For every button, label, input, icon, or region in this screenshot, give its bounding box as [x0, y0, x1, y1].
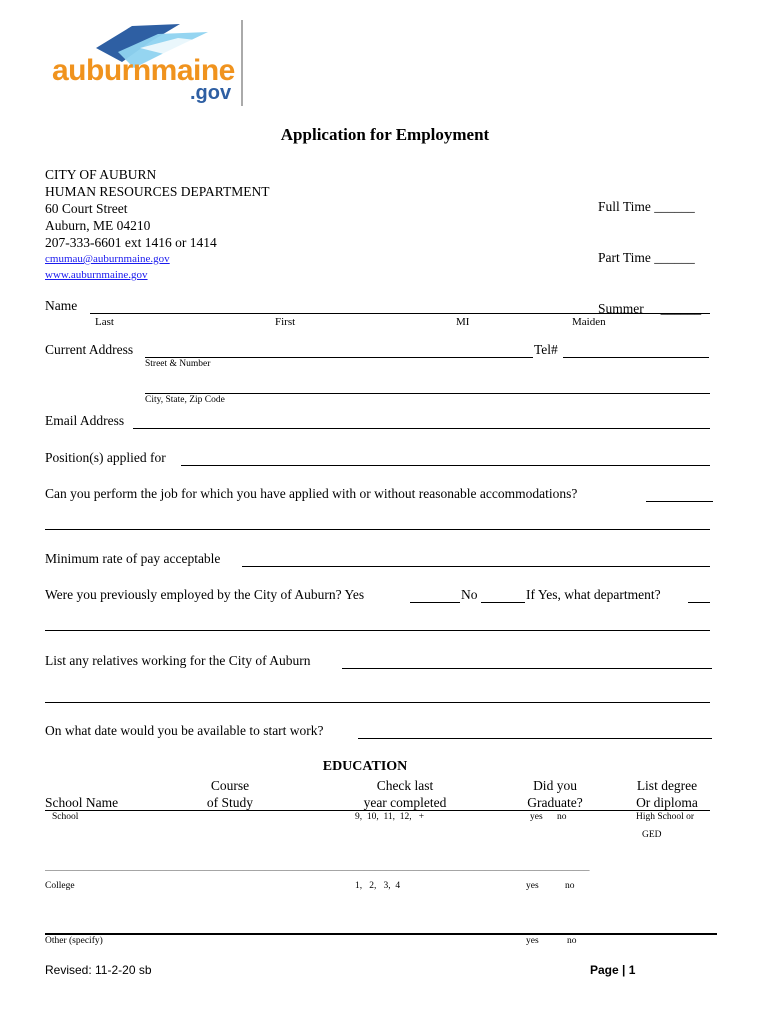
street-hint: Street & Number: [145, 359, 211, 369]
phone-number: 207-333-6601 ext 1416 or 1414: [45, 235, 217, 250]
edu-row-college-no[interactable]: no: [565, 881, 575, 891]
col-course: Course of Study: [206, 778, 254, 810]
col-graduate: Did you Graduate?: [527, 778, 583, 810]
relatives-field[interactable]: [342, 668, 712, 669]
street-field[interactable]: [145, 357, 533, 358]
page-title: Application for Employment: [280, 125, 490, 144]
previous-dept-field-2[interactable]: [45, 630, 710, 631]
summer-field[interactable]: Summer ______: [598, 301, 702, 316]
name-label: Name: [45, 298, 78, 313]
name-last-hint: Last: [95, 316, 114, 328]
positions-field[interactable]: [181, 465, 710, 466]
email-link[interactable]: cmumau@auburnmaine.gov: [45, 253, 170, 265]
name-field[interactable]: [90, 313, 710, 314]
edu-row-school-yes[interactable]: yes: [530, 812, 543, 822]
name-first-hint: First: [275, 316, 296, 328]
org-name: CITY OF AUBURN: [45, 167, 157, 182]
part-time-field[interactable]: Part Time ______: [598, 250, 695, 265]
city-hint: City, State, Zip Code: [145, 395, 225, 405]
accommodations-field-2[interactable]: [45, 529, 710, 530]
logo-gov: .gov: [190, 82, 232, 104]
email-label: Email Address: [45, 413, 125, 428]
start-date-field[interactable]: [358, 738, 712, 739]
col-school-name: School Name: [45, 795, 119, 810]
tel-field[interactable]: [563, 357, 709, 358]
edu-row-college-label: College: [45, 881, 75, 891]
name-mi-hint: MI: [456, 316, 470, 328]
street-address: 60 Court Street: [45, 201, 128, 216]
edu-row-college-yes[interactable]: yes: [526, 881, 539, 891]
education-heading: EDUCATION: [322, 759, 408, 774]
footer-page-number: Page | 1: [590, 963, 636, 977]
edu-row-school-years[interactable]: 9, 10, 11, 12, +: [355, 812, 425, 822]
city-field[interactable]: [145, 393, 710, 394]
edu-row-other-no[interactable]: no: [567, 936, 577, 946]
min-pay-field[interactable]: [242, 566, 710, 567]
start-date-label: On what date would you be available to start work?: [45, 723, 324, 738]
edu-row-college-years[interactable]: 1, 2, 3, 4: [355, 881, 401, 891]
footer-revised: Revised: 11-2-20 sb: [45, 963, 152, 977]
previous-employment-label: Were you previously employed by the City of Auburn? Yes: [45, 587, 365, 602]
previous-no-field[interactable]: [481, 602, 525, 603]
edu-row-school-label: School: [52, 812, 79, 822]
col-check-last: Check last year completed: [363, 778, 447, 810]
edu-row-other-yes[interactable]: yes: [526, 936, 539, 946]
accommodations-field[interactable]: [646, 501, 713, 502]
logo-wordmark: auburnmaine: [52, 54, 235, 87]
current-address-label: Current Address: [45, 342, 134, 357]
education-header-underline: [45, 810, 710, 811]
edu-row-school-no[interactable]: no: [557, 812, 567, 822]
logo: [48, 18, 248, 110]
previous-dept-field[interactable]: [688, 602, 710, 603]
min-pay-label: Minimum rate of pay acceptable: [45, 551, 221, 566]
edu-row-school-degree-2: GED: [642, 830, 662, 840]
edu-row-school-degree-1: High School or: [636, 812, 695, 822]
edu-row-other-label: Other (specify): [45, 936, 103, 946]
positions-label: Position(s) applied for: [45, 450, 166, 465]
name-maiden-hint: Maiden: [572, 316, 606, 328]
education-bottom-rule: [45, 933, 717, 935]
relatives-field-2[interactable]: [45, 702, 710, 703]
website-link[interactable]: www.auburnmaine.gov: [45, 269, 148, 281]
email-field[interactable]: [133, 428, 710, 429]
education-divider: ___________________________________________________________________________________________________: [45, 860, 590, 872]
department-name: HUMAN RESOURCES DEPARTMENT: [45, 184, 270, 199]
full-time-field[interactable]: Full Time ______: [598, 199, 695, 214]
relatives-label: List any relatives working for the City of Auburn: [45, 653, 311, 668]
tel-label: Tel#: [534, 342, 558, 357]
employment-type: [598, 164, 701, 334]
previous-yes-field[interactable]: [410, 602, 460, 603]
address-block: [45, 166, 269, 283]
previous-no-label: No: [461, 587, 478, 602]
accommodations-label: Can you perform the job for which you have applied with or without reasonable accommodations?: [45, 486, 578, 501]
col-degree: List degree Or diploma: [636, 778, 698, 810]
city-address: Auburn, ME 04210: [45, 218, 151, 233]
previous-dept-label: If Yes, what department?: [526, 587, 661, 602]
